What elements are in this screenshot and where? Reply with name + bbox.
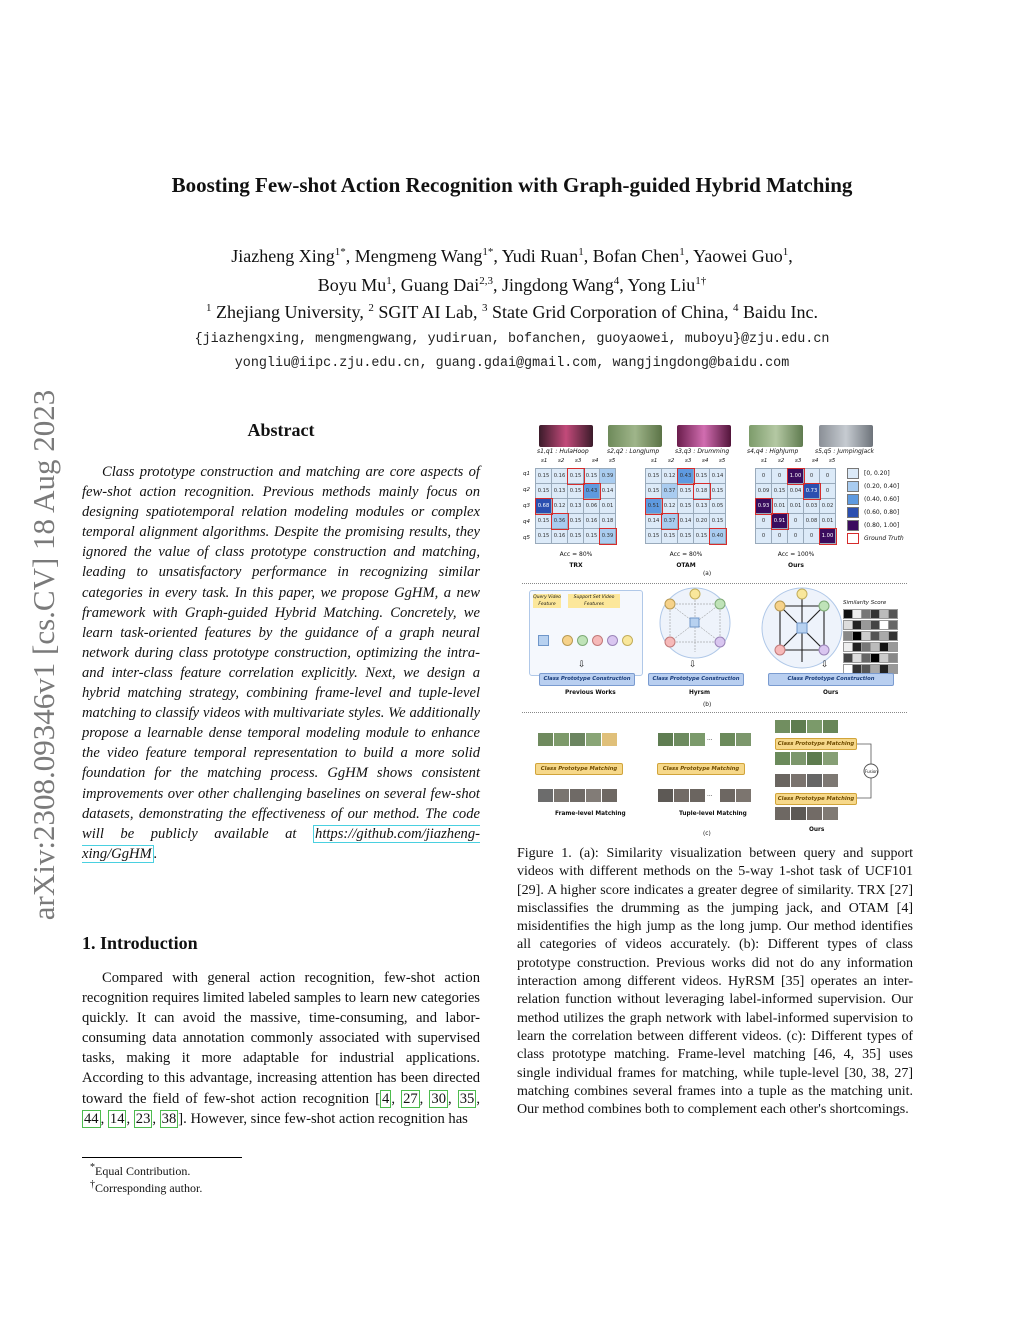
similarity-matrix-trx — [523, 458, 616, 569]
frame-row-bottom-b — [658, 789, 705, 802]
arxiv-stamp: arXiv:2308.09346v1 [cs.CV] 18 Aug 2023 — [26, 389, 61, 921]
legend-item: (0.40, 0.60] — [847, 493, 904, 506]
legend-item: Ground Truth — [847, 532, 904, 545]
video-thumb-longjump — [608, 425, 662, 447]
matrix-cell: 0.73 — [804, 484, 820, 499]
accuracy-label: Acc = 100% — [777, 551, 815, 558]
matrix-cell: 0.15 — [662, 529, 678, 544]
matrix-cell: 0.01 — [788, 499, 804, 514]
video-label-3: s3,q3 : Drumming — [675, 448, 730, 455]
footnote-equal: *Equal Contribution. — [90, 1162, 191, 1178]
ellipsis-top: ... — [707, 736, 713, 742]
frame-row-top-c — [720, 733, 751, 746]
matrix-cell: 0.15 — [710, 514, 726, 529]
matrix-cell: 0.15 — [678, 484, 694, 499]
similarity-cell — [888, 609, 898, 619]
matrix-cell: 0.13 — [694, 499, 710, 514]
author-name: Jingdong Wang$^4$ — [501, 275, 620, 295]
panel-a-label: (a) — [703, 571, 712, 577]
matrix-cell: 0.18 — [600, 514, 616, 529]
affiliation: $^3$ State Grid Corporation of China — [482, 302, 724, 322]
abstract-body: Class prototype construction and matching are core aspects of few-shot action recognition. Previous methods mainly focus on designing spatiotemporal relation modeling modules or complex temporal alignment algorithms. Despite the promising results, they ignored the value of class prototype construction and matching, leading to unsatisfactory performance in recognizing similar categories in every task. In this paper, we propose GgHM, a new framework with Graph-guided Hybrid Matching. Concretely, we learn task-oriented features by the guidance of a graph neural network during class prototype construction, optimizing the intra- and inter-class feature correlation explicitly. Next, we design a hybrid matching strategy, combining frame-level and tuple-level matching to classify videos with multivariate styles. We additionally propose a learnable dense temporal modeling module to enhance the video feature temporal representation to build a more solid foundation for the matching process. GgHM shows consistent improvements over other challenging baselines on several few-shot datasets, demonstrating the effectiveness of our method. The code will be publicly available at https://github.com/jiazheng-xing/GgHM . — [82, 464, 481, 862]
matrix-cell: 0.01 — [600, 499, 616, 514]
matrix-cell: 0.15 — [772, 484, 788, 499]
matrix-cell: 0.15 — [536, 484, 552, 499]
matrix-cell: 0.93 — [756, 499, 772, 514]
row-header: q2 — [523, 487, 530, 493]
matrix-cell: 0.14 — [678, 514, 694, 529]
citation-ref[interactable]: 27 — [403, 1090, 418, 1107]
accuracy-label: Acc = 80% — [559, 551, 593, 558]
row-header: q1 — [523, 471, 530, 477]
matrix-cell: 0.20 — [694, 514, 710, 529]
fusion-label: Fusion — [865, 769, 878, 774]
affiliation: $^1$ Zhejiang University — [206, 302, 360, 322]
cpm-frame: Class Prototype Matching — [535, 763, 623, 775]
citation-ref[interactable]: 23 — [135, 1110, 151, 1127]
matrix-cell: 0.12 — [662, 469, 678, 484]
matrix-cell: 0.15 — [568, 484, 584, 499]
matrix-cell: 0.09 — [756, 484, 772, 499]
affiliation: $^4$ Baidu Inc. — [732, 302, 818, 322]
frame-row-bottom-c — [720, 789, 751, 802]
divider — [522, 712, 907, 713]
matrix-cell: 0.12 — [552, 499, 568, 514]
matrix-cell: 0.14 — [646, 514, 662, 529]
figure-1 — [517, 418, 913, 840]
similarity-cell — [888, 620, 898, 630]
figure-caption: Figure 1. (a): Similarity visualization between query and support videos with different methods on the 5-way 1-shot task of UCF101 [29]. A higher score indicates a greater degree of similarity. TRX [27] misclassifies the drumming as the jumping jack, and OTAM [4] misidentifies the high jump as the long jump. Our method identifies all categories of videos accurately. (b): Different types of class prototype construction. Previous works did not do any information interaction among different videos. HyRSM [35] operates an inter-relation function without leveraging label-informed supervision. Our method utilizes the graph network with label-informed supervision to learn the correlation between different videos. (c): Different types of class prototype matching. Frame-level matching [46, 4, 35] uses single individual frames for matching, while tuple-level [30, 38, 27] matching combines several frames into a tuple as the matching unit. Our method combines both to complement each other's shortcomings. — [517, 846, 913, 1118]
frame-row-top-b — [658, 733, 705, 746]
hyrsm-label: Hyrsm — [689, 690, 710, 696]
citation-ref[interactable]: 14 — [109, 1110, 125, 1127]
email-line-2: yongliu@iipc.zju.edu.cn, guang.gdai@gmail.com, wangjingdong@baidu.com — [234, 356, 790, 371]
citation-ref[interactable]: 38 — [161, 1110, 177, 1127]
legend-item: [0, 0.20] — [847, 467, 904, 480]
matrix-cell: 0 — [788, 514, 804, 529]
ellipsis-bottom: ... — [707, 792, 713, 798]
legend-item: (0.20, 0.40] — [847, 480, 904, 493]
intro-body: Compared with general action recognition, few-shot action recognition requires limited labeled samples to learn new categories quickly. It can avoid the massive, time-consuming, and labor-consuming data annotation commonly associated with supervised tasks, making it more adaptable for industrial applications. According to this advantage, increasing attention has been directed toward the field of few-shot action recognition [ 4 , 27 , 30 , 35 , 44 , 14 , 23 , 38 ]. However, since few-shot action recognition has — [82, 970, 480, 1127]
cpm-ours-1: Class Prototype Matching — [775, 738, 857, 750]
support-video-tag: Support Set Video Features — [568, 594, 620, 608]
matrix-cell: 1.00 — [820, 529, 836, 544]
matrix-cell: 0 — [804, 469, 820, 484]
author-name: Boyu Mu$^1$ — [317, 275, 392, 295]
citation-ref[interactable]: 30 — [431, 1090, 446, 1107]
author-name: Guang Dai$^{2,3}$ — [400, 275, 493, 295]
matrix-cell: 1.00 — [788, 469, 804, 484]
author-name: Mengmeng Wang$^{1*}$ — [354, 246, 494, 266]
matrix-cell: 0.15 — [536, 469, 552, 484]
matrix-cell: 0.39 — [600, 529, 616, 544]
author-name: Yudi Ruan$^1$ — [501, 246, 584, 266]
similarity-score-label: Similarity Score — [843, 600, 887, 606]
ours-graph — [760, 586, 845, 671]
col-header: s5 — [829, 458, 836, 464]
intro-heading: 1. Introduction — [82, 933, 198, 953]
legend-item: (0.80, 1.00] — [847, 519, 904, 532]
query-video-tag: Query Video Feature — [533, 595, 561, 607]
panel-b-label: (b) — [703, 702, 712, 708]
matrix-cell: 0.15 — [568, 469, 584, 484]
matrix-cell: 0 — [788, 529, 804, 544]
affiliation: $^2$ SGIT AI Lab — [368, 302, 473, 322]
frame-row-ours-mid2 — [775, 774, 838, 787]
citation-ref[interactable]: 4 — [382, 1090, 390, 1107]
method-name: OTAM — [676, 562, 696, 569]
similarity-cell — [888, 642, 898, 652]
col-header: s4 — [702, 458, 709, 464]
author-name: Yaowei Guo$^1$ — [693, 246, 789, 266]
frame-level-label: Frame-level Matching — [555, 811, 626, 817]
matrix-cell: 0.43 — [678, 469, 694, 484]
matrix-cell: 0.16 — [552, 529, 568, 544]
matrix-cell: 0.15 — [694, 529, 710, 544]
matrix-cell: 0 — [756, 529, 772, 544]
matrix-cell: 0.02 — [820, 499, 836, 514]
matrix-cell: 0.37 — [662, 514, 678, 529]
row-header: q5 — [523, 535, 530, 541]
matrix-cell: 0.15 — [536, 514, 552, 529]
support-dots — [562, 635, 633, 646]
matrix-cell: 0 — [772, 469, 788, 484]
col-header: s1 — [651, 458, 658, 464]
matrix-cell: 0.37 — [662, 484, 678, 499]
author-line-2: Boyu Mu$^1$, Guang Dai$^{2,3}$, Jingdong Wang$^4$, Yong Liu$^{1\dagger}$ — [317, 275, 707, 295]
citation-ref[interactable]: 44 — [84, 1110, 99, 1127]
arrow-down-icon: ⇩ — [821, 660, 829, 670]
matrix-cell: 0.18 — [694, 484, 710, 499]
matrix-cell: 0.13 — [552, 484, 568, 499]
matrix-cell: 0.13 — [568, 499, 584, 514]
panel-c-label: (c) — [703, 831, 711, 837]
previous-works-label: Previous Works — [565, 690, 616, 696]
cpm-ours-2: Class Prototype Matching — [775, 793, 857, 805]
paper-title: Boosting Few-shot Action Recognition with Graph-guided Hybrid Matching — [171, 173, 853, 197]
matrix-cell: 0 — [820, 469, 836, 484]
video-label-4: s4,q4 : HighJump — [747, 448, 799, 455]
matrix-cell: 0.15 — [646, 529, 662, 544]
matrix-cell: 0.91 — [772, 514, 788, 529]
matrix-cell: 0.51 — [646, 499, 662, 514]
similarity-score-matrix — [843, 609, 896, 674]
col-header: s3 — [795, 458, 802, 464]
video-label-2: s2,q2 : LongJump — [607, 448, 660, 455]
video-thumb-drumming — [677, 425, 731, 447]
matrix-cell: 0 — [756, 469, 772, 484]
divider — [522, 583, 907, 584]
frame-row-ours-mid — [775, 752, 838, 765]
matrix-cell: 0.15 — [678, 529, 694, 544]
matrix-cell: 0 — [820, 484, 836, 499]
matrix-cell: 0 — [772, 529, 788, 544]
matrix-cell: 0.15 — [584, 529, 600, 544]
col-header: s2 — [558, 458, 565, 464]
video-label-1: s1,q1 : HulaHoop — [537, 448, 589, 455]
matrix-cell: 0.16 — [584, 514, 600, 529]
matrix-cell: 0.14 — [710, 469, 726, 484]
cpm-tuple: Class Prototype Matching — [657, 763, 745, 775]
abstract-heading: Abstract — [247, 420, 315, 440]
tuple-level-label: Tuple-level Matching — [679, 811, 747, 817]
col-header: s2 — [668, 458, 675, 464]
frame-row-ours-bottom — [775, 807, 838, 820]
citation-ref[interactable]: 35 — [459, 1090, 475, 1107]
ours-label-b: Ours — [823, 690, 839, 696]
matrix-cell: 0.43 — [584, 484, 600, 499]
similarity-cell — [888, 631, 898, 641]
cpc-hyrsm: Class Prototype Construction — [648, 673, 744, 686]
matrix-cell: 0.15 — [584, 469, 600, 484]
author-name: Bofan Chen$^1$ — [592, 246, 685, 266]
col-header: s4 — [812, 458, 819, 464]
hyrsm-graph — [650, 586, 740, 661]
similarity-cell — [888, 653, 898, 663]
query-square-icon — [538, 635, 549, 646]
similarity-matrix-otam — [635, 458, 726, 569]
col-header: s5 — [609, 458, 616, 464]
matrix-cell: 0.36 — [552, 514, 568, 529]
col-header: s1 — [761, 458, 768, 464]
matrix-cell: 0.15 — [536, 529, 552, 544]
video-thumb-jumpingjack — [819, 425, 873, 447]
similarity-matrix-ours — [745, 458, 836, 569]
arrow-down-icon: ⇩ — [578, 660, 586, 670]
author-list — [0, 240, 1024, 298]
method-name: Ours — [788, 562, 804, 569]
video-thumb-hulahoop — [539, 425, 593, 447]
matrix-cell: 0.16 — [552, 469, 568, 484]
similarity-legend — [847, 467, 904, 545]
col-header: s1 — [541, 458, 548, 464]
matrix-cell: 0.15 — [678, 499, 694, 514]
col-header: s5 — [719, 458, 726, 464]
arrow-down-icon: ⇩ — [689, 660, 697, 670]
matrix-cell: 0.15 — [568, 529, 584, 544]
matrix-cell: 0.15 — [710, 484, 726, 499]
video-label-5: s5,q5 : JumpingJack — [815, 448, 875, 455]
frame-row-bottom-a — [538, 789, 617, 802]
matrix-cell: 0 — [756, 514, 772, 529]
matrix-cell: 0.15 — [694, 469, 710, 484]
col-header: s2 — [778, 458, 785, 464]
matrix-cell: 0.05 — [710, 499, 726, 514]
frame-row-ours-top — [775, 720, 838, 733]
matrix-cell: 0.39 — [600, 469, 616, 484]
col-header: s3 — [685, 458, 692, 464]
matrix-cell: 0.04 — [788, 484, 804, 499]
matrix-cell: 0.08 — [804, 514, 820, 529]
matrix-cell: 0.15 — [568, 514, 584, 529]
matrix-cell: 0.12 — [662, 499, 678, 514]
matrix-cell: 0.40 — [710, 529, 726, 544]
frame-row-top-a — [538, 733, 617, 746]
matrix-cell: 0.06 — [584, 499, 600, 514]
cpc-ours: Class Prototype Construction — [768, 673, 894, 686]
col-header: s4 — [592, 458, 599, 464]
matrix-cell: 0.68 — [536, 499, 552, 514]
matrix-cell: 0.15 — [646, 484, 662, 499]
matrix-cell: 0.14 — [600, 484, 616, 499]
footnote-corresponding: †Corresponding author. — [90, 1179, 203, 1195]
email-line-1: {jiazhengxing, mengmengwang, yudiruan, bofanchen, guoyaowei, muboyu}@zju.edu.cn — [194, 332, 830, 347]
previous-works-box — [529, 590, 643, 676]
author-line-1: Jiazheng Xing$^{1*}$, Mengmeng Wang$^{1*}$, Yudi Ruan$^1$, Bofan Chen$^1$, Yaowei Guo$^1$, — [231, 246, 793, 266]
method-name: TRX — [569, 562, 583, 569]
author-name: Jiazheng Xing$^{1*}$ — [231, 246, 346, 266]
affiliations: $^1$ Zhejiang University, $^2$ SGIT AI Lab, $^3$ State Grid Corporation of China, $^4$ Baidu Inc. — [206, 302, 818, 322]
col-header: s3 — [575, 458, 582, 464]
matrix-cell: 0.15 — [646, 469, 662, 484]
cpc-previous: Class Prototype Construction — [539, 673, 635, 686]
row-header: q3 — [523, 503, 530, 509]
row-header: q4 — [523, 519, 530, 525]
video-thumb-highjump — [749, 425, 803, 447]
matrix-cell: 0.01 — [820, 514, 836, 529]
author-name: Yong Liu$^{1\dagger}$ — [627, 275, 707, 295]
accuracy-label: Acc = 80% — [669, 551, 703, 558]
matrix-cell: 0 — [804, 529, 820, 544]
matrix-cell: 0.03 — [804, 499, 820, 514]
footnote-rule — [82, 1157, 242, 1158]
matrix-cell: 0.01 — [772, 499, 788, 514]
ours-label-c: Ours — [809, 827, 825, 833]
legend-item: (0.60, 0.80] — [847, 506, 904, 519]
code-link[interactable]: https://github.com/jiazheng-xing/GgHM — [82, 825, 481, 862]
